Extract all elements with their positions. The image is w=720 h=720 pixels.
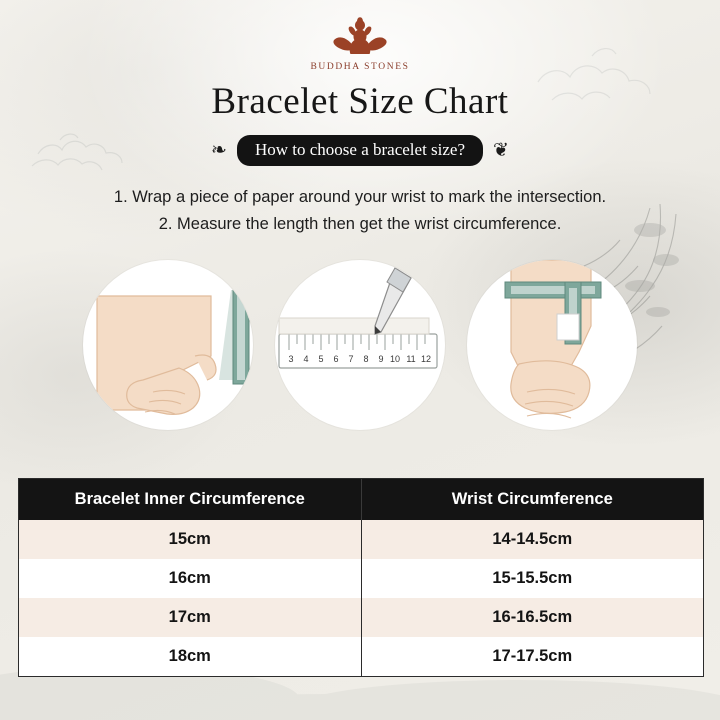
instruction-step: 2. Measure the length then get the wrist circumference. [158,215,562,234]
svg-text:10: 10 [389,354,401,365]
svg-text:8: 8 [363,354,369,365]
illustration-row [0,260,720,430]
size-table [18,478,704,677]
subtitle-row [0,135,720,166]
ornament-right-icon: ❦ [493,140,509,161]
lotus-icon [323,14,397,60]
svg-text:11: 11 [406,354,416,365]
column-header-inner-circumference: Bracelet Inner Circumference [19,479,361,520]
table-header-row [19,479,703,520]
svg-text:7: 7 [348,354,354,365]
cell-wrist-circumference: 14-14.5cm [361,520,703,559]
svg-text:5: 5 [318,354,324,365]
svg-text:9: 9 [378,354,384,365]
svg-text:3: 3 [288,354,294,365]
svg-text:4: 4 [303,354,309,365]
table-row [19,637,703,676]
mark-intersection-with-pen-on-ruler-illustration [275,260,445,430]
instructions [0,184,720,238]
cell-inner-circumference: 15cm [19,520,361,559]
measure-paper-strip-on-wrist-illustration [467,260,637,430]
table-row [19,559,703,598]
instruction-step: 1. Wrap a piece of paper around your wrist to mark the intersection. [113,188,607,206]
brand-header [0,0,720,72]
table-row [19,598,703,637]
page-title: Bracelet Size Chart [211,81,509,122]
svg-text:12: 12 [420,354,432,365]
cell-wrist-circumference: 15-15.5cm [361,559,703,598]
brand-name: BUDDHA STONES [310,62,410,72]
cell-inner-circumference: 17cm [19,598,361,637]
cell-inner-circumference: 18cm [19,637,361,676]
cell-inner-circumference: 16cm [19,559,361,598]
column-header-wrist-circumference: Wrist Circumference [361,479,703,520]
wrap-paper-around-wrist-illustration [83,260,253,430]
subtitle-pill: How to choose a bracelet size? [237,135,483,166]
cell-wrist-circumference: 16-16.5cm [361,598,703,637]
cell-wrist-circumference: 17-17.5cm [361,637,703,676]
ornament-left-icon: ❧ [211,140,227,161]
table-row [19,520,703,559]
svg-text:6: 6 [333,354,339,365]
